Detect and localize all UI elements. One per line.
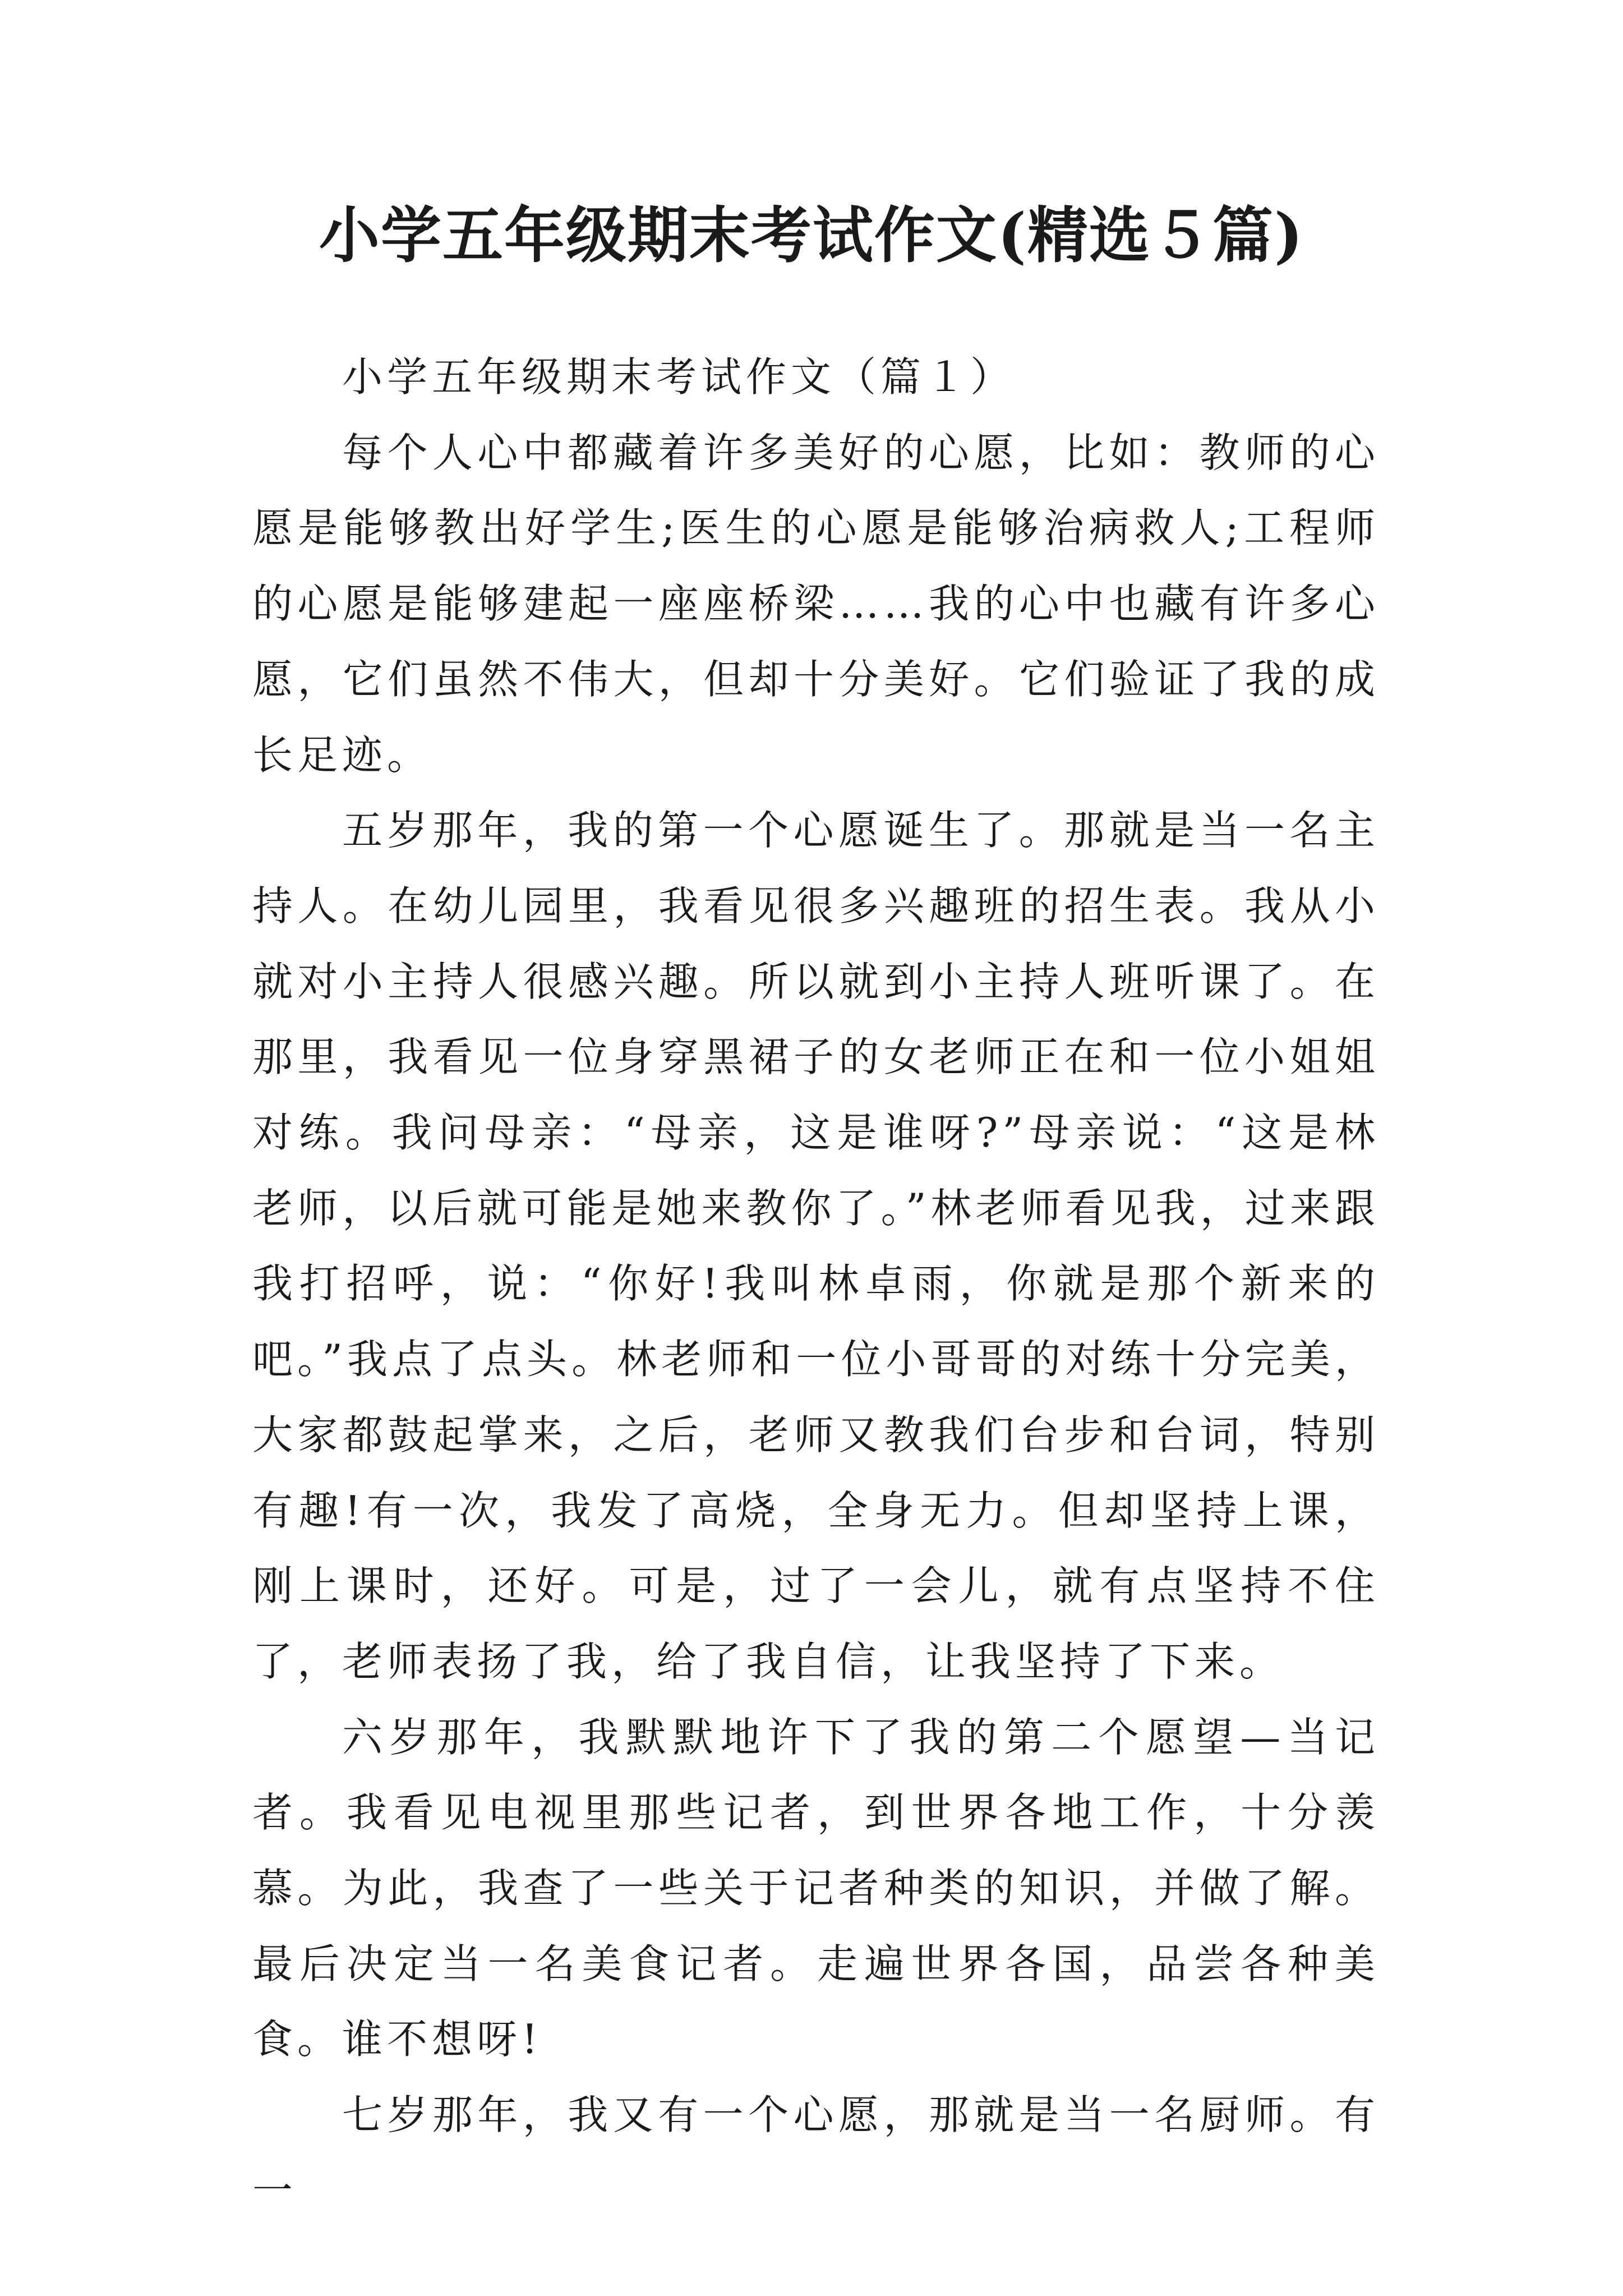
section-heading: 小学五年级期末考试作文（篇１）: [342, 353, 1016, 401]
paragraph-2: 五岁那年，我的第一个心愿诞生了。那就是当一名主持人。在幼儿园里，我看见很多兴趣班的招生表。我从小就对小主持人很感兴趣。所以就到小主持人班听课了。在那里，我看见一位身穿黑裙子的女老师正在和一位小姐姐对练。我问母亲：“母亲，这是谁呀?”母亲说：“这是林老师，以后就可能是她来教你了。”林老师看见我，过来跟我打招呼，说：“你好!我叫林卓雨，你就是那个新来的吧。”我点了点头。林老师和一位小哥哥的对练十分完美，大家都鼓起掌来，之后，老师又教我们台步和台词，特别有趣!有一次，我发了高烧，全身无力。但却坚持上课，刚上课时，还好。可是，过了一会儿，就有点坚持不住了，老师表扬了我，给了我自信，让我坚持了下来。: [252, 807, 1380, 1685]
paragraph-4: 七岁那年，我又有一个心愿，那就是当一名厨师。有一: [252, 2091, 1380, 2214]
document-body: [252, 339, 1380, 2229]
paragraph-3: 六岁那年，我默默地许下了我的第二个愿望—当记者。我看见电视里那些记者，到世界各地工作，十分羡慕。为此，我查了一些关于记者种类的知识，并做了解。最后决定当一名美食记者。走遍世界各国，品尝各种美食。谁不想呀!: [252, 1713, 1380, 2063]
paragraph-1: 每个人心中都藏着许多美好的心愿，比如：教师的心愿是能够教出好学生;医生的心愿是能够治病救人;工程师的心愿是能够建起一座座桥梁……我的心中也藏有许多心愿，它们虽然不伟大，但却十分美好。它们验证了我的成长足迹。: [252, 429, 1380, 779]
document-title: 小学五年级期末考试作文(精选５篇): [319, 200, 1304, 271]
